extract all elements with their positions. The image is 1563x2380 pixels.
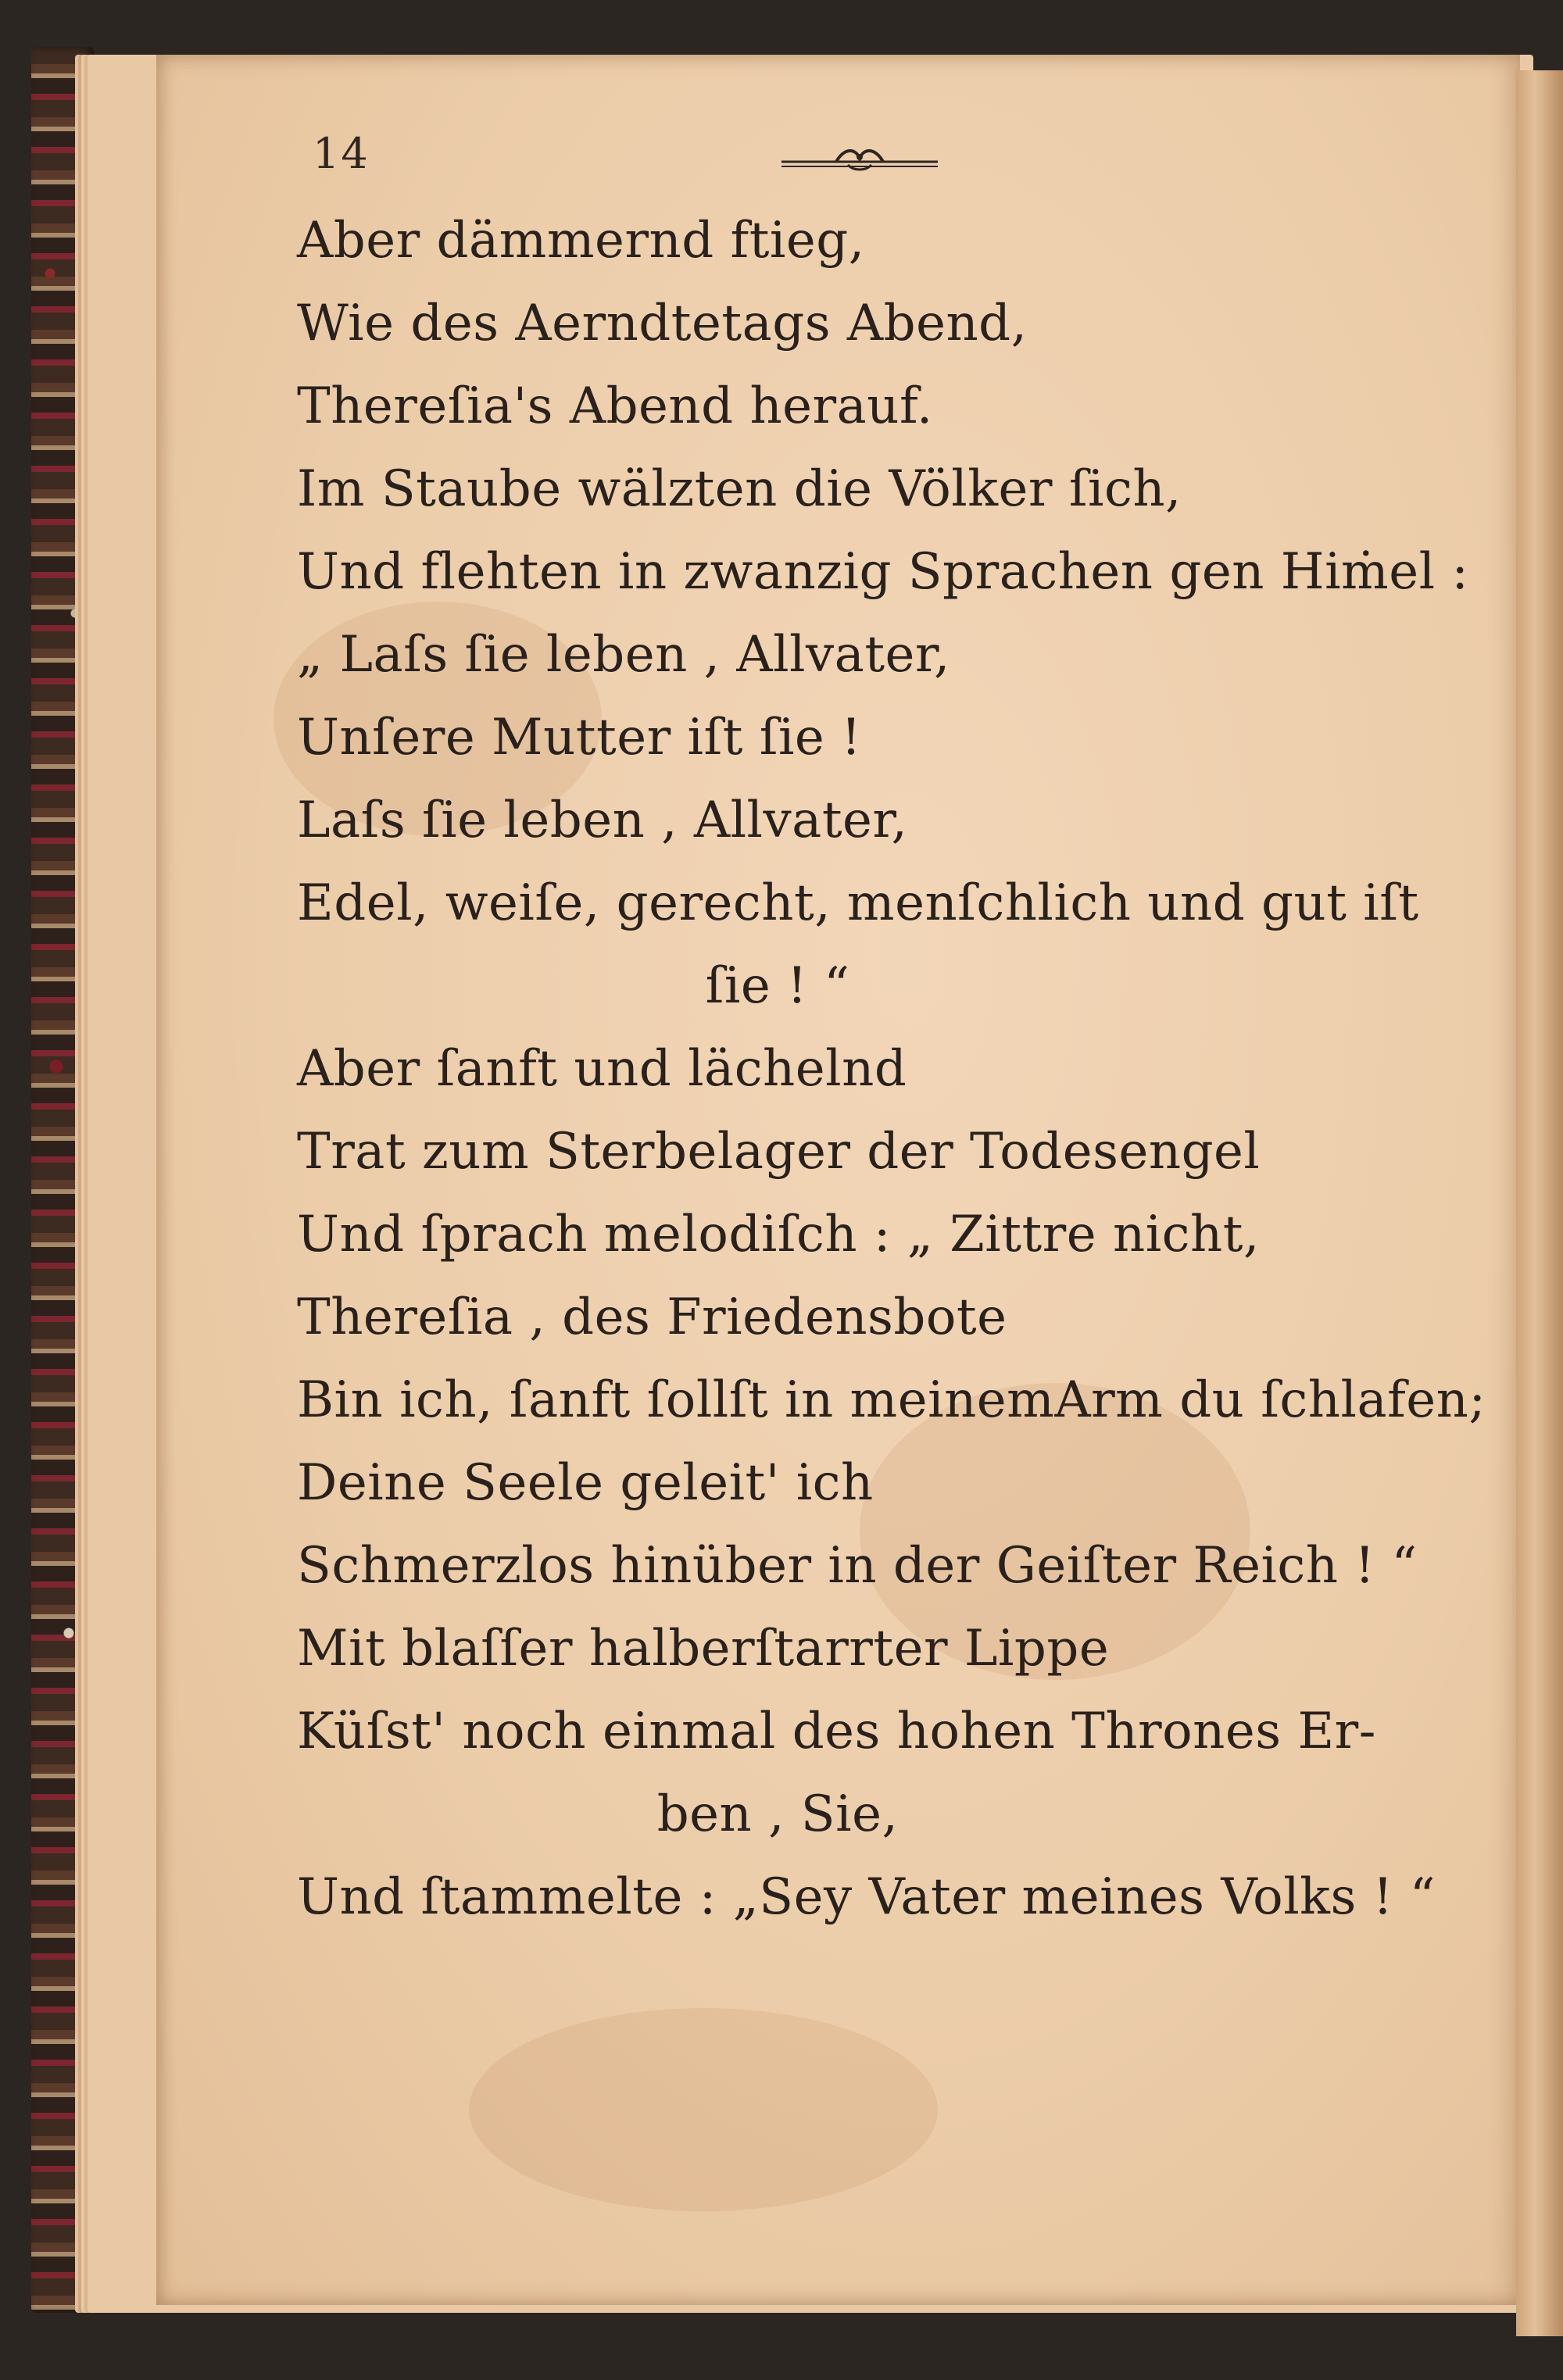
poem-line: Laſs ſie leben , Allvater, — [297, 792, 908, 849]
poem-line-continuation: ben , Sie, — [656, 1785, 899, 1843]
poem-line: Schmerzlos hinüber in der Geiſter Reich ! “ — [297, 1537, 1418, 1595]
marbled-book-edge — [31, 47, 94, 2313]
poem-line: „ Laſs ſie leben , Allvater, — [297, 626, 950, 684]
page-header — [297, 129, 1430, 199]
poem-line: Im Staube wälzten die Völker ſich, — [297, 460, 1182, 518]
poem-line: Thereſia's Abend herauf. — [297, 377, 933, 435]
poem-line-continuation: ſie ! “ — [705, 957, 850, 1015]
poem-line: Wie des Aerndtetags Abend, — [297, 295, 1028, 352]
poem-line: Aber dämmernd ftieg, — [297, 212, 865, 270]
decorative-rule-icon — [782, 145, 938, 173]
poem-line: Küſst' noch einmal des hohen Thrones Er- — [297, 1703, 1376, 1760]
poem-line: Edel, weiſe, gerecht, menſchlich und gut iſt — [297, 874, 1419, 932]
poem-text-block — [297, 129, 1486, 1939]
poem-line: Trat zum Sterbelager der Todesengel — [297, 1123, 1261, 1181]
poem-line: Und ſtammelte : „Sey Vater meines Volks ! “ — [297, 1868, 1436, 1926]
poem-line: Deine Seele geleit' ich — [297, 1454, 874, 1512]
poem-line: Und flehten in zwanzig Sprachen gen Hiṁel : — [297, 543, 1469, 601]
facing-page-edge — [1516, 70, 1563, 2336]
poem-line: Thereſia , des Friedensbote — [297, 1288, 1007, 1346]
poem-line: Unſere Mutter iſt ſie ! — [297, 709, 862, 767]
paper-stain — [469, 2008, 938, 2211]
poem-line: Mit blaſſer halberſtarrter Lippe — [297, 1620, 1110, 1678]
poem-line: Aber ſanft und lächelnd — [297, 1040, 907, 1098]
page-number: 14 — [313, 129, 370, 178]
poem-line: Bin ich, ſanft ſollſt in meinemArm du ſchlafen; — [297, 1371, 1486, 1429]
poem-line: Und ſprach melodiſch : „ Zittre nicht, — [297, 1206, 1260, 1263]
